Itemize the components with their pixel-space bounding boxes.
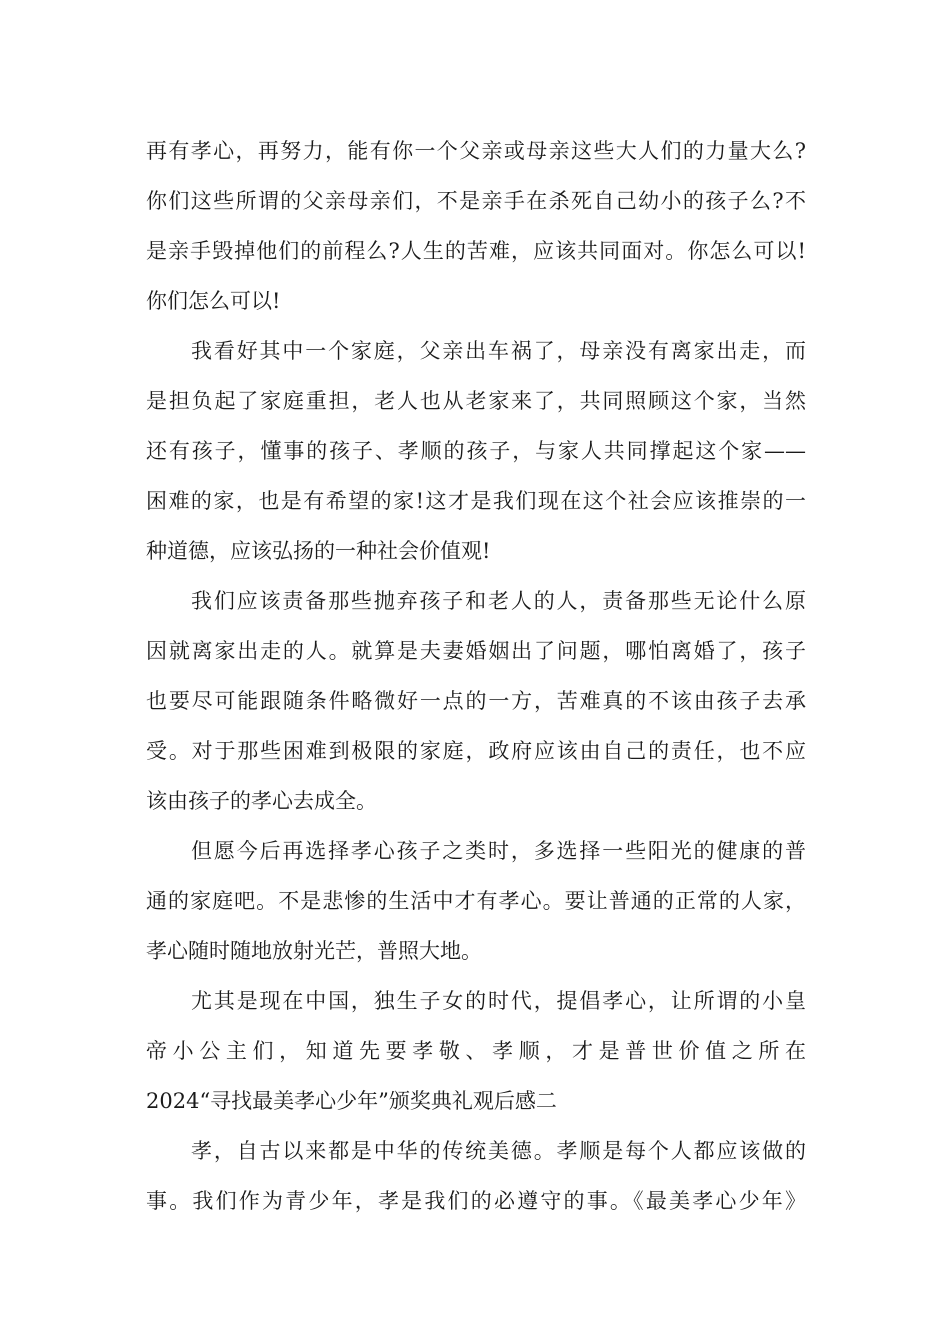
paragraph-first-line: 我看好其中一个家庭，父亲出车祸了，母亲没有离家出走，而	[191, 339, 806, 363]
text-line: 事。我们作为青少年，孝是我们的必遵守的事。《最美孝心少年》	[146, 1189, 806, 1213]
text-line: 因就离家出走的人。就算是夫妻婚姻出了问题，哪怕离婚了，孩子	[146, 639, 806, 663]
text-line: 再有孝心，再努力，能有你一个父亲或母亲这些大人们的力量大么?	[146, 139, 806, 163]
text-line: 孝心随时随地放射光芒，普照大地。	[146, 939, 482, 963]
text-line: 你们这些所谓的父亲母亲们，不是亲手在杀死自己幼小的孩子么?不	[146, 189, 806, 213]
paragraph-first-line: 但愿今后再选择孝心孩子之类时，多选择一些阳光的健康的普	[191, 839, 806, 863]
text-line: 是亲手毁掉他们的前程么?人生的苦难，应该共同面对。你怎么可以!	[146, 239, 806, 263]
text-line: 还有孩子，懂事的孩子、孝顺的孩子，与家人共同撑起这个家——	[146, 439, 806, 463]
text-line: 是担负起了家庭重担，老人也从老家来了，共同照顾这个家，当然	[146, 389, 806, 413]
text-line: 也要尽可能跟随条件略微好一点的一方，苦难真的不该由孩子去承	[146, 689, 806, 713]
text-line: 种道德，应该弘扬的一种社会价值观!	[146, 539, 491, 563]
text-line: 通的家庭吧。不是悲惨的生活中才有孝心。要让普通的正常的人家，	[146, 889, 806, 913]
text-line: 帝小公主们，知道先要孝敬、孝顺，才是普世价值之所在	[146, 1039, 806, 1063]
paragraph-first-line: 孝，自古以来都是中华的传统美德。孝顺是每个人都应该做的	[191, 1139, 806, 1163]
section-heading: 2024“寻找最美孝心少年”颁奖典礼观后感二	[146, 1089, 557, 1113]
paragraph-first-line: 我们应该责备那些抛弃孩子和老人的人，责备那些无论什么原	[191, 589, 806, 613]
text-line: 你们怎么可以!	[146, 289, 281, 313]
text-line: 受。对于那些困难到极限的家庭，政府应该由自己的责任，也不应	[146, 739, 806, 763]
text-line: 该由孩子的孝心去成全。	[146, 789, 377, 813]
text-line: 困难的家，也是有希望的家!这才是我们现在这个社会应该推崇的一	[146, 489, 806, 513]
paragraph-first-line: 尤其是现在中国，独生子女的时代，提倡孝心，让所谓的小皇	[191, 989, 806, 1013]
